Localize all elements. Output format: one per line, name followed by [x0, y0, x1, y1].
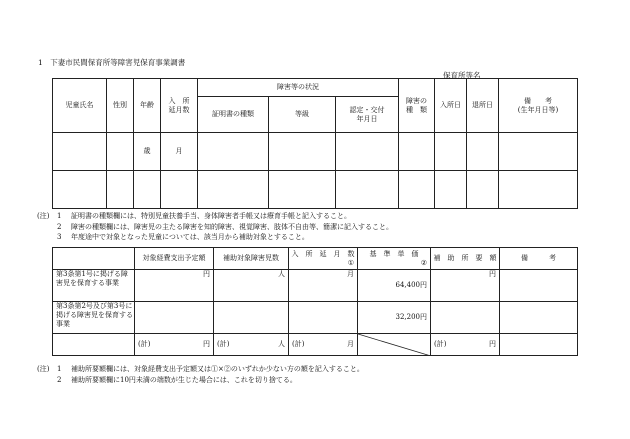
subsidy-calculation-table	[52, 247, 578, 356]
cell-months[interactable]	[289, 302, 358, 334]
header-budget: 対象経費支出予定額	[135, 248, 214, 270]
note-text: 証明書の種類欄には、特別児童扶養手当、身体障害者手帳又は療育手帳と記入すること。	[71, 212, 351, 220]
header-months-mark: ①	[347, 258, 354, 267]
cell-base-price: 64,400円	[358, 270, 431, 302]
header-exit-date: 退所日	[467, 79, 499, 133]
header-disability-type: 障害の 種 類	[399, 79, 435, 133]
total-mark: (計)	[292, 340, 305, 349]
cell-age[interactable]	[134, 171, 161, 209]
table-row	[53, 302, 578, 334]
cell-gender[interactable]	[107, 133, 134, 171]
unit: 円	[203, 270, 210, 278]
header-required: 補 助 所 要 額	[431, 248, 500, 270]
header-months	[289, 248, 358, 270]
cell-remarks[interactable]	[499, 171, 578, 209]
row-label: 第3条第2号及び第3号に掲げる障害児を保育する事業	[53, 302, 135, 334]
header-base-price	[358, 248, 431, 270]
cell-months[interactable]	[161, 171, 198, 209]
table-row	[53, 171, 578, 209]
header-remarks-sub: (生年月日等)	[517, 105, 559, 114]
note-num: 1	[57, 365, 62, 373]
cell-months[interactable]	[289, 270, 358, 302]
cell-cert-date[interactable]	[336, 133, 399, 171]
total-row	[53, 334, 578, 356]
cell-gender[interactable]	[107, 171, 134, 209]
unit: 円	[203, 340, 210, 349]
cell-exit-date[interactable]	[467, 133, 499, 171]
cell-grade[interactable]	[269, 133, 336, 171]
children-status-table	[52, 78, 578, 209]
header-remarks-label: 備 考	[524, 96, 553, 105]
cell-entry-date[interactable]	[435, 133, 467, 171]
header-months: 入 所 延月数	[161, 79, 198, 133]
table-row	[53, 133, 578, 171]
row-label: 第3条第1号に掲げる障害児を保育する事業	[53, 270, 135, 302]
note-text: 補助所要額欄には、対象経費支出予定額又は①×②のいずれか少ない方の額を記入すること。	[71, 365, 364, 373]
age-unit: 歳	[143, 147, 151, 156]
note-num: 1	[57, 212, 62, 220]
cell-cert-type[interactable]	[198, 133, 269, 171]
cell-required[interactable]	[431, 302, 500, 334]
unit: 人	[278, 270, 285, 278]
unit: 人	[278, 340, 285, 349]
cell-children[interactable]	[214, 302, 289, 334]
facility-name-label: 保育所等名	[443, 71, 481, 80]
total-mark: (計)	[138, 340, 151, 349]
total-children[interactable]	[214, 334, 289, 356]
cell-disability-type[interactable]	[399, 133, 435, 171]
header-remarks: 備 考	[500, 248, 578, 270]
note-num: 2	[57, 222, 62, 231]
header-blank	[53, 248, 135, 270]
unit: 月	[347, 340, 354, 349]
note-text: 年度途中で対象となった児童については、該当月から補助対象とすること。	[71, 233, 309, 241]
cell-entry-date[interactable]	[435, 171, 467, 209]
cell-age[interactable]	[134, 133, 161, 171]
cell-base-price: 32,200円	[358, 302, 431, 334]
note-head: (注)	[37, 212, 50, 220]
total-budget[interactable]	[135, 334, 214, 356]
header-base-label: 基 準 単 価	[369, 249, 419, 258]
header-entry-date: 入所日	[435, 79, 467, 133]
note-text: 障害の種類欄には、障害児の主たる障害を知的障害、視覚障害、肢体不自由等、簡潔に記入すること。	[71, 222, 393, 231]
notes-2	[37, 364, 364, 385]
total-mark: (計)	[434, 340, 447, 349]
cell-disability-type[interactable]	[399, 171, 435, 209]
total-mark: (計)	[217, 340, 230, 349]
cell-budget[interactable]	[135, 270, 214, 302]
table-row	[53, 270, 578, 302]
header-disability-status: 障害等の状況	[198, 79, 399, 97]
cell-children[interactable]	[214, 270, 289, 302]
header-age: 年齢	[134, 79, 161, 133]
cell-budget[interactable]	[135, 302, 214, 334]
note-num: 3	[57, 233, 62, 241]
diagonal-line	[358, 334, 431, 356]
cell-cert-date[interactable]	[336, 171, 399, 209]
cell-child-name[interactable]	[53, 133, 107, 171]
unit: 円	[489, 340, 496, 349]
cell-grade[interactable]	[269, 171, 336, 209]
header-child-name: 児童氏名	[53, 79, 107, 133]
header-grade: 等級	[269, 97, 336, 133]
header-remarks	[499, 79, 578, 133]
total-remarks[interactable]	[500, 334, 578, 356]
notes-1	[37, 211, 393, 243]
cell-required[interactable]	[431, 270, 500, 302]
note-text: 補助所要額欄に10円未満の端数が生じた場合には、これを切り捨てる。	[71, 375, 297, 384]
header-base-mark: ②	[420, 258, 427, 267]
cell-remarks[interactable]	[499, 133, 578, 171]
document-title: 1 下妻市民間保育所等障害児保育事業調書	[38, 58, 186, 67]
unit: 円	[489, 270, 496, 278]
total-label-cell	[53, 334, 135, 356]
cell-cert-type[interactable]	[198, 171, 269, 209]
header-gender: 性別	[107, 79, 134, 133]
cell-child-name[interactable]	[53, 171, 107, 209]
header-cert-type: 証明書の種類	[198, 97, 269, 133]
header-months-label: 入 所 延 月 数	[291, 249, 355, 258]
note-num: 2	[57, 375, 62, 384]
month-unit: 月	[175, 147, 183, 156]
cell-remarks[interactable]	[500, 302, 578, 334]
header-children: 補助対象障害児数	[214, 248, 289, 270]
total-base-price-diagonal	[358, 334, 431, 356]
cell-exit-date[interactable]	[467, 171, 499, 209]
total-required[interactable]	[431, 334, 500, 356]
cell-remarks[interactable]	[500, 270, 578, 302]
header-cert-date: 認定・交付 年月日	[336, 97, 399, 133]
cell-months[interactable]	[161, 133, 198, 171]
unit: 月	[347, 270, 354, 278]
note-head: (注)	[37, 365, 50, 373]
total-months[interactable]	[289, 334, 358, 356]
